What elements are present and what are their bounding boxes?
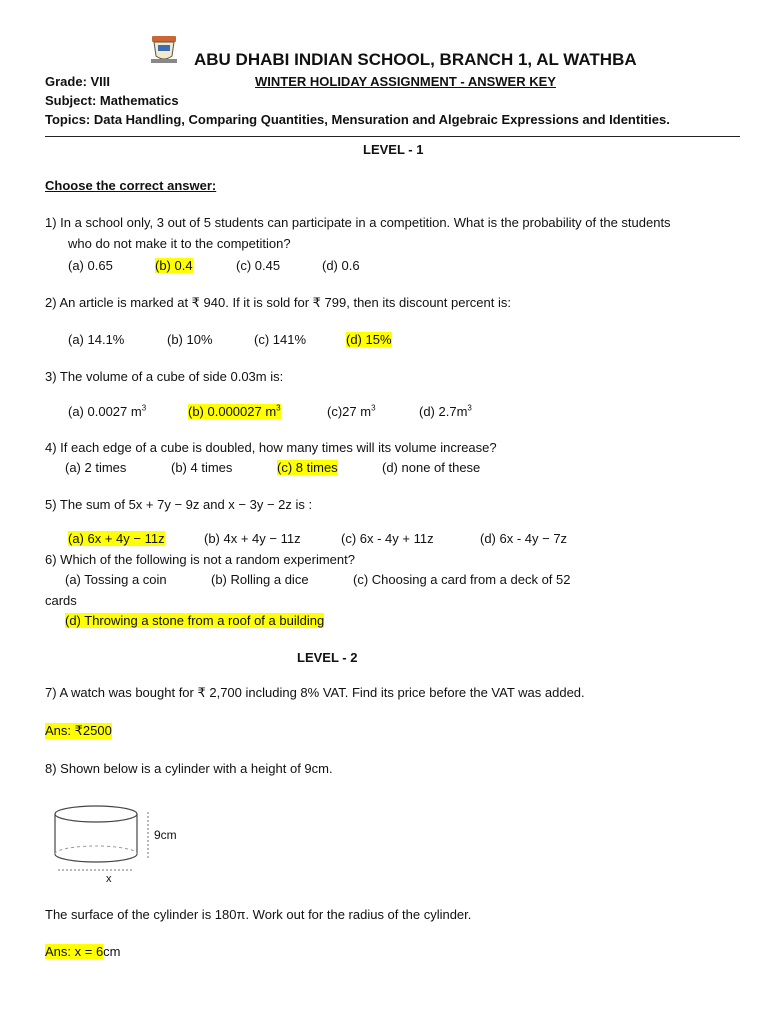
q4-option-a: (a) 2 times	[65, 460, 127, 475]
question-5: 5) The sum of 5x + 7y − 9z and x − 3y − 2z is :	[45, 497, 313, 512]
question-8-answer-unit: cm	[103, 944, 121, 959]
question-3: 3) The volume of a cube of side 0.03m is:	[45, 369, 284, 384]
q1-option-a: (a) 0.65	[68, 258, 113, 273]
q5-option-a-correct: (a) 6x + 4y − 11z	[68, 531, 165, 546]
q3-option-d: (d) $2.7m^3$	[419, 403, 472, 419]
grade-label: Grade: VIII	[45, 74, 111, 89]
question-7: 7) A watch was bought for ₹ 2,700 including 8% VAT. Find its price before the VAT was added.	[45, 685, 585, 700]
question-6: 6) Which of the following is not a random experiment?	[45, 552, 355, 567]
assignment-title: WINTER HOLIDAY ASSIGNMENT - ANSWER KEY	[255, 74, 556, 89]
level2-heading: LEVEL - 2	[297, 650, 358, 665]
question-8: 8) Shown below is a cylinder with a height of 9cm.	[45, 761, 333, 776]
q1-option-b-correct: (b) 0.4	[155, 258, 193, 273]
instruction: Choose the correct answer:	[45, 178, 217, 193]
q6-option-b: (b) Rolling a dice	[211, 572, 309, 587]
topics-label: Topics: Data Handling, Comparing Quantities, Mensuration and Algebraic Expressions and Identities.	[45, 112, 670, 127]
question-4: 4) If each edge of a cube is doubled, how many times will its volume increase?	[45, 440, 497, 455]
question-8-answer	[45, 944, 121, 959]
q4-option-b: (b) 4 times	[171, 460, 233, 475]
header-divider	[45, 136, 740, 137]
q6-option-a: (a) Tossing a coin	[65, 572, 167, 587]
q5-option-d: (d) 6x - 4y − 7z	[480, 531, 568, 546]
question-8-text-2: The surface of the cylinder is 180π. Work out for the radius of the cylinder.	[45, 907, 472, 922]
cylinder-height-label: 9cm	[154, 828, 177, 842]
cylinder-width-label: x	[106, 873, 112, 885]
q6-option-c: (c) Choosing a card from a deck of 52	[353, 572, 571, 587]
q4-option-d: (d) none of these	[382, 460, 481, 475]
q5-option-c: (c) 6x - 4y + 11z	[341, 531, 434, 546]
q2-option-c: (c) 141%	[254, 332, 307, 347]
q2-option-d-correct: (d) 15%	[346, 332, 392, 347]
q4-option-c-correct: (c) 8 times	[277, 460, 338, 475]
school-name: ABU DHABI INDIAN SCHOOL, BRANCH 1, AL WATHBA	[194, 50, 637, 69]
cylinder-figure	[48, 798, 188, 890]
q6-option-c-wrap: cards	[45, 593, 77, 608]
q3-option-a: (a) 0.0027 $m^3$	[68, 403, 147, 419]
question-1-line-2: who do not make it to the competition?	[68, 236, 291, 251]
q6-option-d-correct: (d) Throwing a stone from a roof of a building	[65, 613, 325, 628]
q3-option-c: (c)27 $m^3$	[327, 403, 376, 419]
question-2: 2) An article is marked at ₹ 940. If it is sold for ₹ 799, then its discount percent is:	[45, 295, 511, 310]
question-8-answer-highlight: Ans: x = 6	[45, 944, 104, 959]
q5-option-b: (b) 4x + 4y − 11z	[204, 531, 301, 546]
q3-option-b-correct: (b) 0.000027 $m^3$	[188, 403, 281, 419]
subject-label: Subject: Mathematics	[45, 93, 179, 108]
q1-option-d: (d) 0.6	[322, 258, 360, 273]
school-logo	[148, 34, 180, 66]
level1-heading: LEVEL - 1	[363, 142, 424, 157]
q2-option-a: (a) 14.1%	[68, 332, 125, 347]
question-1-line-1: 1) In a school only, 3 out of 5 students can participate in a competition. What is the probability of the students	[45, 215, 671, 230]
q2-option-b: (b) 10%	[167, 332, 213, 347]
question-7-answer: Ans: ₹2500	[45, 723, 112, 738]
q1-option-c: (c) 0.45	[236, 258, 281, 273]
